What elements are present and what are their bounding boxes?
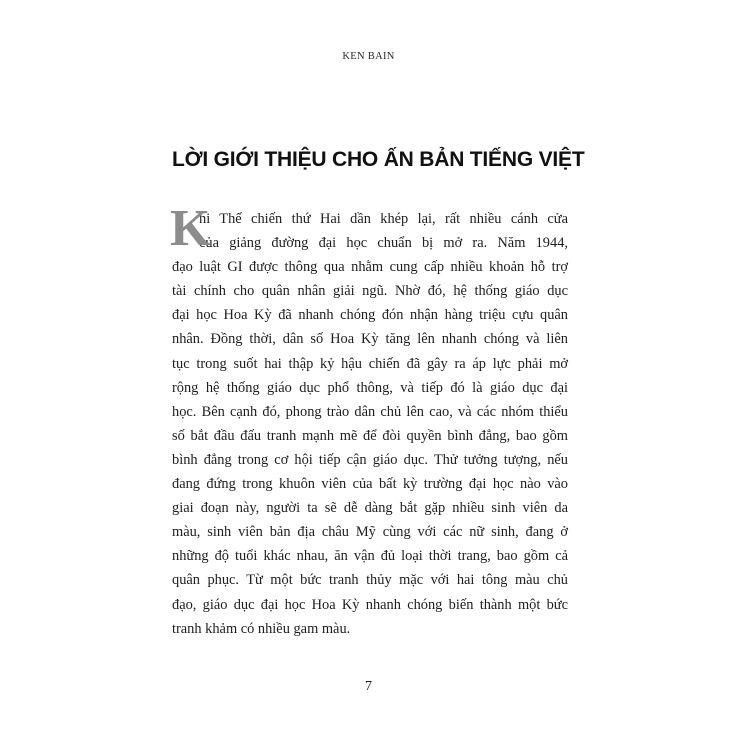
- text-line: đạo luật GI được thông qua nhằm cung cấp nhiều khoản hỗ trợ: [172, 259, 568, 276]
- page-number: 7: [365, 679, 372, 694]
- text-line: tài chính cho quân nhân giải ngũ. Nhờ đó, hệ thống giáo dục: [172, 283, 568, 300]
- text-line: rộng hệ thống giáo dục phổ thông, và tiếp đó là giáo dục đại: [172, 379, 568, 396]
- body-paragraph: [170, 200, 568, 641]
- text-line: đại học Hoa Kỳ đã nhanh chóng đón nhận hàng triệu cựu quân: [172, 307, 568, 324]
- text-line: tranh khảm có nhiều gam màu.: [172, 620, 351, 637]
- text-line: bình đẳng trong cơ hội tiếp cận giáo dục. Thử tưởng tượng, nếu: [172, 451, 568, 468]
- text-line: giai đoạn này, người ta sẽ dễ dàng bắt gặp nhiều sinh viên da: [172, 500, 568, 517]
- text-line: quân phục. Từ một bức tranh thủy mặc với hai tông màu chủ: [172, 572, 568, 589]
- drop-cap: K: [170, 200, 211, 257]
- text-line: những độ tuổi khác nhau, ăn vận đủ loại thời trang, bao gồm cả: [172, 548, 568, 565]
- text-line: số bắt đầu đấu tranh mạnh mẽ để đòi quyền bình đẳng, bao gồm: [172, 427, 568, 444]
- chapter-title: LỜI GIỚI THIỆU CHO ẤN BẢN TIẾNG VIỆT: [172, 148, 585, 171]
- text-line: đang đứng trong khuôn viên của bất kỳ trường đại học nào vào: [172, 476, 568, 493]
- text-line: màu, sinh viên bản địa châu Mỹ cùng với các nữ sinh, đang ở: [172, 524, 568, 541]
- text-line: đạo, giáo dục đại học Hoa Kỳ nhanh chóng biến thành một bức: [172, 596, 568, 613]
- text-line: của giảng đường đại học chuẩn bị mở ra. Năm 1944,: [199, 235, 568, 252]
- text-line: học. Bên cạnh đó, phong trào dân chủ lên cao, và các nhóm thiểu: [172, 403, 568, 420]
- text-line: tục trong suốt hai thập kỷ hậu chiến đã gây ra áp lực phải mở: [172, 355, 568, 372]
- running-header: KEN BAIN: [342, 51, 395, 62]
- text-line: hi Thế chiến thứ Hai dần khép lại, rất nhiều cánh cửa: [199, 211, 568, 227]
- text-line: nhân. Đồng thời, dân số Hoa Kỳ tăng lên nhanh chóng và liên: [172, 331, 568, 348]
